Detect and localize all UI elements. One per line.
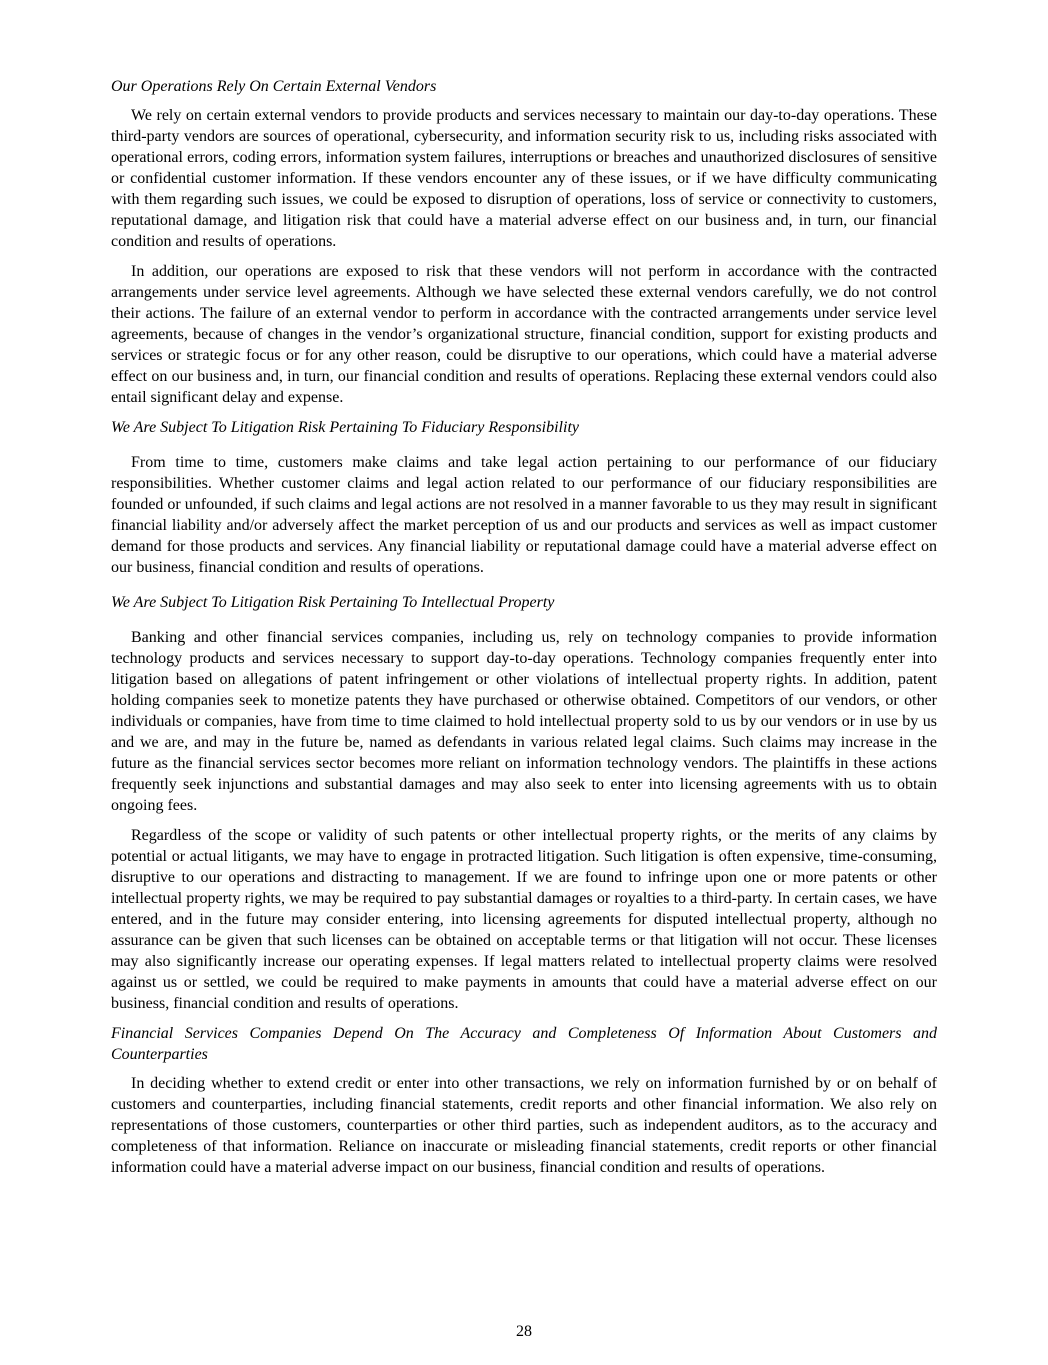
section-information-accuracy [111, 1023, 937, 1178]
paragraph: We rely on certain external vendors to provide products and services necessary to maintain our day-to-day operations. These third-party vendors are sources of operational, cybersecurity, and information security risk to us, including risks associated with operational errors, coding errors, information system failures, interruptions or breaches and unauthorized disclosures of sensitive or confidential customer information. If these vendors encounter any of these issues, or if we have difficulty communicating with them regarding such issues, we could be exposed to disruption of operations, loss of service or connectivity to customers, reputational damage, and litigation risk that could have a material adverse effect on our business and, in turn, our financial condition and results of operations. [111, 107, 937, 250]
paragraph: Banking and other financial services companies, including us, rely on technology companies to provide information technology products and services necessary to support day-to-day operations. Technology companies frequently enter into litigation based on allegations of patent infringement or other violations of intellectual property rights. In addition, patent holding companies seek to monetize patents they have purchased or otherwise obtained. Competitors of our vendors, or other individuals or companies, have from time to time claimed to hold intellectual property sold to us by our vendors or in use by us and we are, and may in the future be, named as defendants in various related legal claims. Such claims may increase in the future as the financial services sector becomes more reliant on information technology vendors. The plaintiffs in these actions frequently seek injunctions and substantial damages and may also seek to enter into licensing agreements with us to obtain ongoing fees. [111, 629, 937, 814]
paragraph: Regardless of the scope or validity of such patents or other intellectual property rights, or the merits of any claims by potential or actual litigants, we may have to engage in protracted litigation. Such litigation is often expensive, time-consuming, disruptive to our operations and distracting to management. If we are found to infringe upon one or more patents or other intellectual property rights, we may be required to pay substantial damages or royalties to a third-party. In certain cases, we have entered, and in the future may consider entering, into licensing agreements for disputed intellectual property, although no assurance can be given that such licenses can be obtained on acceptable terms or that litigation will not occur. These licenses may also significantly increase our operating expenses. If legal matters related to intellectual property claims were resolved against us or settled, we could be required to make payments in amounts that could have a material adverse effect on our business, financial condition and results of operations. [111, 827, 937, 1012]
section-intellectual-property-litigation [111, 592, 937, 1014]
section-fiduciary-litigation [111, 417, 937, 578]
paragraph: In deciding whether to extend credit or enter into other transactions, we rely on information furnished by or on behalf of customers and counterparties, including financial statements, credit reports and other financial information. We also rely on representations of those customers, counterparties or other third parties, such as independent auditors, as to the accuracy and completeness of that information. Reliance on inaccurate or misleading financial statements, credit reports or other financial information could have a material adverse impact on our business, financial condition and results of operations. [111, 1075, 937, 1176]
document-body [111, 76, 937, 1187]
section-heading: Financial Services Companies Depend On The Accuracy and Completeness Of Information About Customers and Counterparties [111, 1025, 937, 1063]
paragraph: From time to time, customers make claims and take legal action pertaining to our performance of our fiduciary responsibilities. Whether customer claims and legal action related to our performance of our fiduciary responsibilities are founded or unfounded, if such claims and legal actions are not resolved in a manner favorable to us they may result in significant financial liability and/or adversely affect the market perception of us and our products and services as well as impact customer demand for those products and services. Any financial liability or reputational damage could have a material adverse effect on our business, financial condition and results of operations. [111, 454, 937, 576]
section-heading: We Are Subject To Litigation Risk Pertaining To Fiduciary Responsibility [111, 419, 579, 436]
paragraph: In addition, our operations are exposed to risk that these vendors will not perform in accordance with the contracted arrangements under service level agreements. Although we have selected these external vendors carefully, we do not control their actions. The failure of an external vendor to perform in accordance with the contracted arrangements under service level agreements, because of changes in the vendor’s organizational structure, financial condition, support for existing products and services or strategic focus or for any other reason, could be disruptive to our operations, which could have a material adverse effect on our business and, in turn, our financial condition and results of operations. Replacing these external vendors could also entail significant delay and expense. [111, 263, 937, 406]
section-heading: We Are Subject To Litigation Risk Pertaining To Intellectual Property [111, 594, 555, 611]
page-number: 28 [516, 1323, 532, 1340]
section-external-vendors [111, 76, 937, 408]
section-heading: Our Operations Rely On Certain External Vendors [111, 78, 437, 95]
